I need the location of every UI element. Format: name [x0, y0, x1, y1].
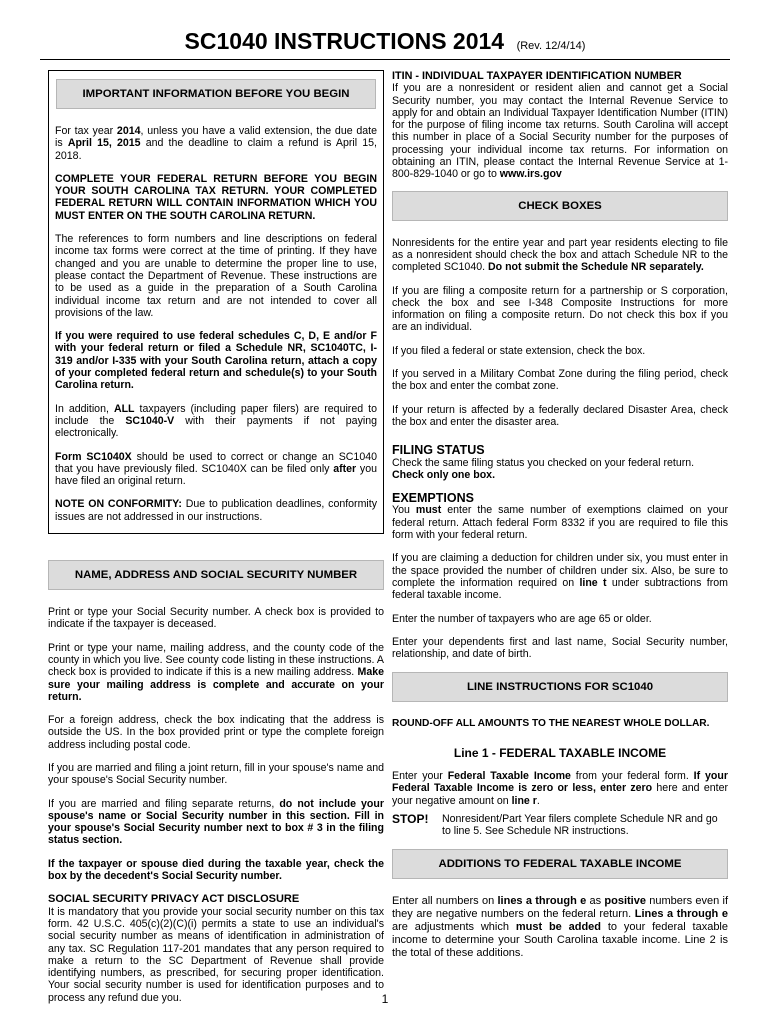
foreign-address-paragraph: For a foreign address, check the box indicating that the address is outside the US. In the box provided print or type the complete foreign address including postal code.	[48, 714, 384, 751]
separate-returns-paragraph: If you are married and filing separate returns, do not include your spouse's name or Social Security number in this section. Fill in your spouse's Social Security number next to box # 3 in the filing status section.	[48, 797, 384, 847]
stop-label: STOP!	[392, 811, 429, 826]
page-number: 1	[381, 992, 389, 1006]
important-info-body	[49, 125, 383, 523]
privacy-act-paragraph: It is mandatory that you provide your social security number on this tax form. 42 U.S.C. 405(c)(2)(C)(i) permits a state to use an individual's social security number as means of identification in administration of any tax. SC Regulation 117-201 mandates that any person required to make a return to the SC Department of Revenue shall provide identifying numbers, as prescribed, for securing proper identification. Your social security number is used for identification purposes and to process any refund due you.	[48, 905, 384, 1004]
sc1040x-paragraph: Form SC1040X should be used to correct or change an SC1040 that you have previously filed. SC1040X can be filed only after you have filed an original return.	[55, 450, 378, 488]
schedules-paragraph: If you were required to use federal schedules C, D, E and/or F with your federal return or filed a Schedule NR, SC1040TC, I-319 and/or I-335 with your South Carolina return, attach a copy of your completed federal return and schedule(s) to your South Carolina return.	[55, 330, 377, 392]
document-title: SC1040 INSTRUCTIONS 2014	[184, 28, 505, 54]
composite-return-paragraph: If you are filing a composite return for a partnership or S corporation, check the box and see I-348 Composite Instructions for more information on filing a composite return. Do not check this box if you are an individual.	[392, 284, 728, 334]
important-info-box	[48, 70, 384, 534]
exemptions-heading: EXEMPTIONS	[392, 491, 474, 506]
right-column	[392, 70, 728, 960]
stop-note	[392, 813, 728, 838]
name-address-heading: NAME, ADDRESS AND SOCIAL SECURITY NUMBER	[48, 560, 384, 590]
filing-status-paragraph: Check the same filing status you checked on your federal return.	[392, 456, 695, 469]
page-title	[0, 28, 770, 55]
dependents-paragraph: Enter your dependents first and last name, Social Security number, relationship, and date of birth.	[392, 635, 728, 661]
extension-paragraph: If you filed a federal or state extension, check the box.	[392, 344, 646, 357]
nonresident-paragraph: Nonresidents for the entire year and part year residents electing to file as a nonresident should check the box and attach Schedule NR to the completed SC1040. Do not submit the Schedule NR separately.	[392, 236, 728, 274]
line-1-heading: Line 1 - FEDERAL TAXABLE INCOME	[453, 745, 667, 760]
ssn-paragraph: Print or type your Social Security number. A check box is provided to indicate if the taxpayer is deceased.	[48, 606, 384, 631]
exemptions-paragraph: You must enter the same number of exemptions claimed on your federal return. Attach federal Form 8332 if you are required to file this form with your federal return.	[392, 504, 728, 542]
tax-year-paragraph: For tax year 2014, unless you have a valid extension, the due date is April 15, 2015 and the deadline to claim a refund is April 15, 2018.	[55, 125, 378, 162]
left-column	[48, 70, 384, 1004]
additions-paragraph: Enter all numbers on lines a through e as positive numbers even if they are negative numbers on the federal return. Lines a through e are adjustments which must be added to your federal taxable income to determine your South Carolina taxable income. Line 2 is the total of these additions.	[392, 895, 728, 960]
combat-zone-paragraph: If you served in a Military Combat Zone during the filing period, check the box and enter the combat zone.	[392, 368, 728, 393]
title-rule	[40, 59, 730, 60]
check-boxes-heading: CHECK BOXES	[392, 191, 728, 221]
mailing-address-paragraph: Print or type your name, mailing address, and the county code of the county in which you live. See county code listing in these instructions. A check box is provided to indicate if this is a new mailing address. Make sure your mailing address is complete and accurate on your return.	[48, 641, 384, 703]
joint-return-paragraph: If you are married and filing a joint return, fill in your spouse's name and your spouse's Social Security number.	[48, 761, 384, 787]
important-info-heading: IMPORTANT INFORMATION BEFORE YOU BEGIN	[56, 79, 376, 109]
additions-heading: ADDITIONS TO FEDERAL TAXABLE INCOME	[392, 849, 728, 879]
disaster-area-paragraph: If your return is affected by a federally declared Disaster Area, check the box and enter the disaster area.	[392, 403, 728, 428]
stop-text: Nonresident/Part Year filers complete Schedule NR and go to line 5. See Schedule NR instructions.	[442, 812, 718, 838]
line-instructions-heading: LINE INSTRUCTIONS FOR SC1040	[392, 672, 728, 702]
line-1-paragraph: Enter your Federal Taxable Income from your federal form. If your Federal Taxable Income is zero or less, enter zero here and enter your negative amount on line r.	[392, 769, 729, 807]
deceased-paragraph: If the taxpayer or spouse died during the taxable year, check the box by the decedent's Social Security number.	[48, 857, 384, 883]
sc1040v-paragraph: In addition, ALL taxpayers (including paper filers) are required to include the SC1040-V with their payments if not paying electronically.	[55, 402, 378, 440]
conformity-paragraph: NOTE ON CONFORMITY: Due to publication deadlines, conformity issues are not addressed in our instructions.	[55, 498, 378, 523]
references-paragraph: The references to form numbers and line descriptions on federal income tax forms were correct at the time of printing. If they have changed and you are unable to determine the proper line to use, please contact the Department of Revenue. These instructions are to be used as a guide in the preparation of a South Carolina individual income tax return and are not intended to cover all provisions of the law.	[55, 233, 377, 319]
age-65-paragraph: Enter the number of taxpayers who are age 65 or older.	[392, 612, 652, 625]
privacy-act-heading: SOCIAL SECURITY PRIVACY ACT DISCLOSURE	[48, 893, 300, 906]
itin-paragraph: If you are a nonresident or resident alien and cannot get a Social Security number, you may contact the Internal Revenue Service to apply for and obtain an Individual Taxpayer Identification Number (ITIN) for the purpose of filing income tax returns. South Carolina will accept this number in place of a Social Security number for the purposes of processing your individual income tax returns. For information on obtaining an ITIN, please contact the Internal Revenue Service at 1-800-829-1040 or go to www.irs.gov	[392, 82, 728, 181]
revision-date: (Rev. 12/4/14)	[516, 40, 586, 52]
children-under-six-paragraph: If you are claiming a deduction for children under six, you must enter in the space provided the number of children under six. Also, be sure to complete the information required on line t under subtractions from federal taxable income.	[392, 552, 728, 602]
filing-status-one-box: Check only one box.	[392, 468, 496, 481]
itin-heading: ITIN - INDIVIDUAL TAXPAYER IDENTIFICATION NUMBER	[392, 70, 682, 82]
round-off-note: ROUND-OFF ALL AMOUNTS TO THE NEAREST WHOLE DOLLAR.	[392, 718, 710, 730]
complete-federal-paragraph: COMPLETE YOUR FEDERAL RETURN BEFORE YOU BEGIN YOUR SOUTH CAROLINA TAX RETURN. YOUR COMPLETED FEDERAL RETURN WILL CONTAIN INFORMATION WHICH YOU MUST ENTER ON THE SOUTH CAROLINA RETURN.	[55, 172, 377, 222]
filing-status-heading: FILING STATUS	[392, 443, 485, 458]
